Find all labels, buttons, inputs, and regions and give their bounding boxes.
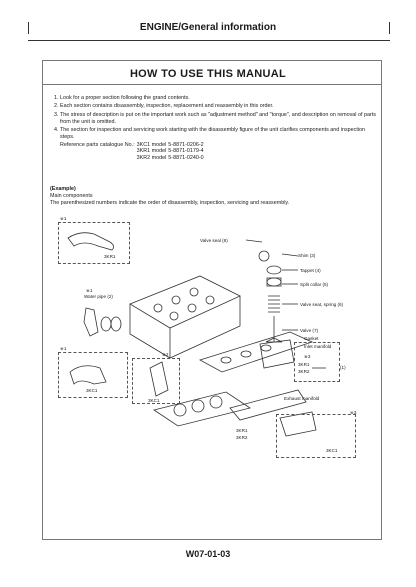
shim-shape [267,266,281,274]
page-number: W07-01-03 [185,549,231,559]
tappet-shape [267,278,281,286]
instructions-block [50,95,380,162]
variant-label: 3KC1 [148,398,160,403]
variant-label: 3KR1 [104,254,116,259]
part-label-water-pipe: Water pipe (2) [84,294,113,299]
part-label-inlet-number: (1) [340,365,346,370]
catalogue-number: 5-8871-0206-2 [168,141,204,148]
part-label-gasket: Gasket [304,336,319,341]
variant-label: 3KC1 [86,388,98,393]
cylinder-head-top [130,276,240,328]
instruction-item: 2. Each section contains disassembly, inspection, replacement and reassembly in this order. [60,103,380,110]
title-rule [42,84,382,85]
part-label-exhaust-manifold: Exhaust manifold [284,396,320,401]
page-title: HOW TO USE THIS MANUAL [129,68,287,80]
mark-label: ※3 [350,410,357,415]
mark-label: ※1 [86,288,93,293]
catalogue-table [60,142,206,161]
catalogue-number: 5-8871-0179-4 [168,148,204,155]
part-label-valve: Valve (7) [300,328,319,333]
part-label-inlet-manifold: Inlet manifold [304,344,332,349]
o-ring-shape [111,317,121,331]
variant-box-3kc1-exhaust [276,414,356,458]
part-label-tappet: Tappet (4) [300,268,321,273]
example-line: Main components [50,193,93,199]
instruction-item: 3. The stress of description is put on the important work such as "adjustment method" and "torque", and description on removal of parts from the unit is omitted. [60,112,380,126]
instructions-list [50,95,380,161]
variant-box-3kr1 [58,222,130,264]
section-header: ENGINE/General information [139,22,277,33]
instruction-text: The section for inspection and servicing work starting with the disassembly figure of the unit clarifies components and inspection steps. [60,126,366,140]
catalogue-model: 3KR1 model [136,148,167,155]
variant-label: 3KR1 [298,362,310,367]
instruction-item: 1. Look for a proper section following the grand contents. [60,95,380,102]
water-pipe-shape-b [84,308,98,336]
variant-label: 3KR2 [298,369,310,374]
exploded-diagram [50,212,372,462]
header-rule [28,40,390,41]
example-line: The parenthesized numbers indicate the order of disassembly, inspection, servicing and reassembly. [50,200,290,206]
mark-label: ※3 [304,354,311,359]
catalogue-number: 5-8871-0240-0 [168,154,204,161]
example-title: (Example) [50,186,76,192]
catalogue-row [60,155,206,161]
instruction-item [60,127,380,161]
variant-label: 3KR1 [236,428,248,433]
o-ring-shape [101,317,111,331]
catalogue-prefix: Reference parts catalogue No.: [60,141,135,148]
part-label-valve-seat-spring: Valve seat, spring (6) [300,302,344,307]
catalogue-model: 3KC1 model [136,141,167,148]
variant-label: 3KC1 [326,448,338,453]
part-label-split-collar: Split collar (5) [300,282,329,287]
catalogue-model: 3KR2 model [136,154,167,161]
spring-shape [268,296,280,312]
variant-label: 3KR2 [236,435,248,440]
part-label-shim: Shim (3) [298,253,316,258]
mark-label: ※2 [162,352,169,357]
part-label-valve-seal: Valve seal (8) [200,238,228,243]
example-block [50,186,380,207]
cylinder-head-side [130,296,240,358]
mark-label: ※1 [60,216,67,221]
mark-label: ※1 [60,346,67,351]
